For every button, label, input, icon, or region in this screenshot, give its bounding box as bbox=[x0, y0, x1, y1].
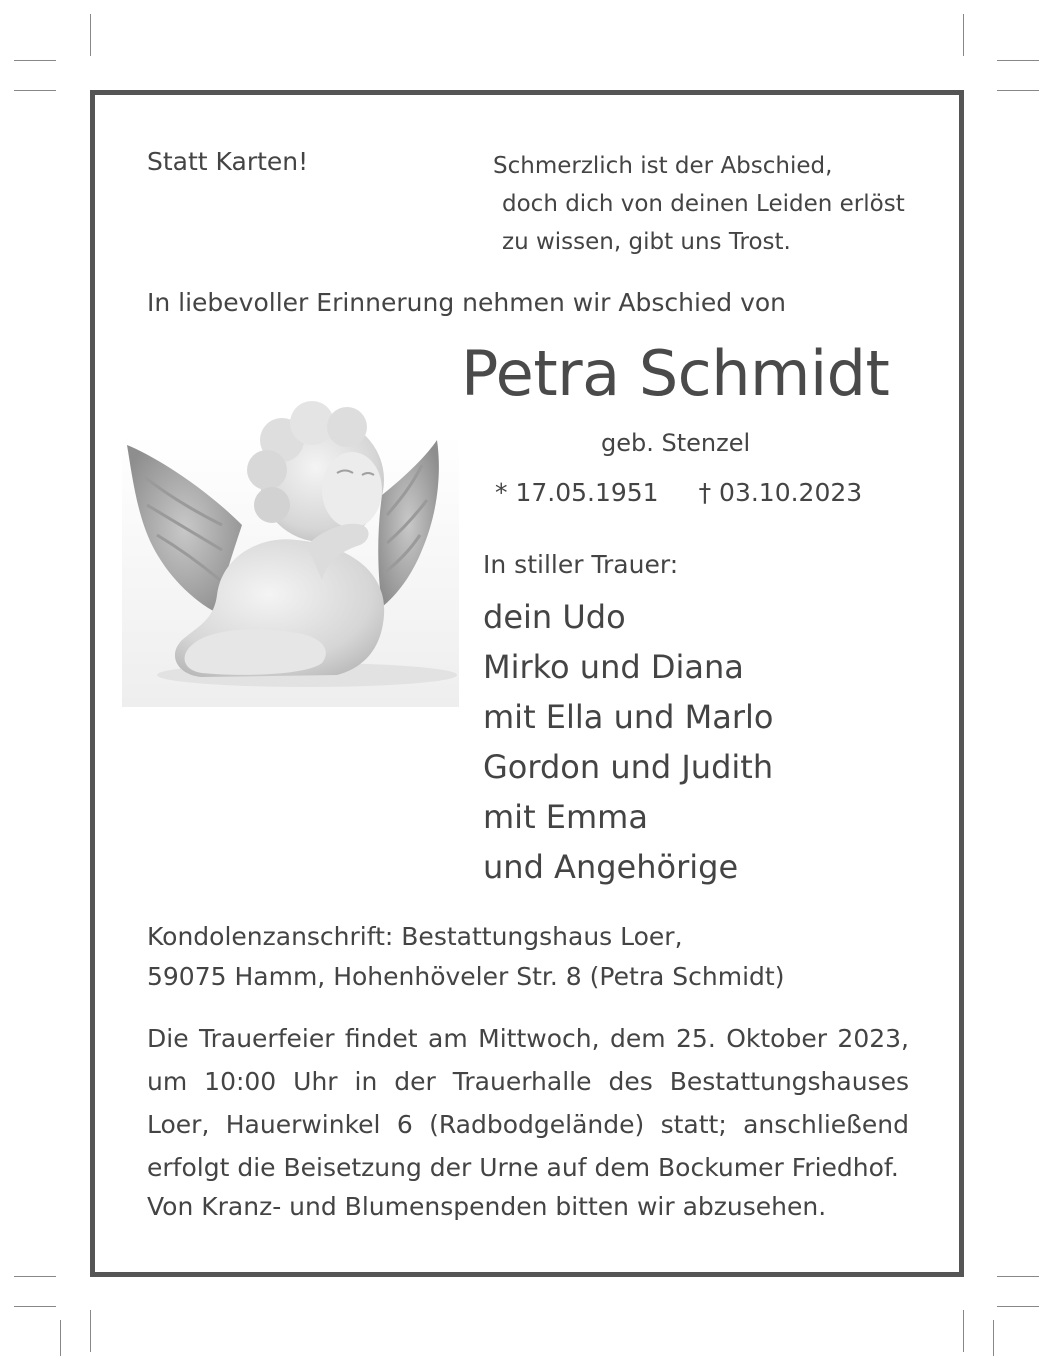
mourners-list bbox=[483, 592, 773, 892]
crop-mark bbox=[997, 60, 1039, 61]
deceased-name: Petra Schmidt bbox=[461, 337, 890, 410]
crop-mark bbox=[14, 1306, 56, 1307]
statt-karten-text: Statt Karten! bbox=[147, 147, 309, 176]
quote-line: zu wissen, gibt uns Trost. bbox=[502, 229, 791, 255]
quote-line: Schmerzlich ist der Abschied, bbox=[493, 153, 833, 179]
condolence-address bbox=[147, 917, 784, 997]
obituary-frame bbox=[90, 90, 964, 1277]
crop-mark bbox=[997, 90, 1039, 91]
death-date: † 03.10.2023 bbox=[698, 478, 863, 507]
mourner-line: Mirko und Diana bbox=[483, 648, 744, 686]
quote-line: doch dich von deinen Leiden erlöst bbox=[502, 191, 905, 217]
intro-text: In liebevoller Erinnerung nehmen wir Abschied von bbox=[147, 288, 787, 317]
closing-note: Von Kranz- und Blumenspenden bitten wir abzusehen. bbox=[147, 1192, 827, 1221]
ceremony-text: Die Trauerfeier findet am Mittwoch, dem 25. Oktober 2023, um 10:00 Uhr in der Trauerhalle des Bestattungshauses Loer, Hauerwinkel 6 (Radbodgelände) statt; anschließend erfolgt die Beisetzung der Urne auf dem Bockumer Friedhof. bbox=[147, 1024, 909, 1182]
crop-mark bbox=[14, 90, 56, 91]
memorial-quote bbox=[493, 147, 905, 261]
crop-mark bbox=[997, 1306, 1039, 1307]
mourners-label: In stiller Trauer: bbox=[483, 550, 679, 579]
crop-mark bbox=[963, 1310, 964, 1352]
mourner-line: Gordon und Judith bbox=[483, 748, 774, 786]
mourner-line: dein Udo bbox=[483, 598, 626, 636]
ceremony-info bbox=[147, 1017, 909, 1189]
crop-mark bbox=[90, 14, 91, 56]
birth-date: * 17.05.1951 bbox=[495, 478, 659, 507]
crop-mark bbox=[60, 1320, 61, 1356]
crop-mark bbox=[14, 1276, 56, 1277]
mourner-line: und Angehörige bbox=[483, 848, 739, 886]
mourner-line: mit Ella und Marlo bbox=[483, 698, 774, 736]
condolence-line: Kondolenzanschrift: Bestattungshaus Loer, bbox=[147, 922, 683, 951]
life-dates bbox=[495, 478, 862, 507]
crop-mark bbox=[90, 1310, 91, 1352]
maiden-name: geb. Stenzel bbox=[601, 429, 751, 457]
crop-mark bbox=[963, 14, 964, 56]
crop-mark bbox=[993, 1320, 994, 1356]
mourner-line: mit Emma bbox=[483, 798, 648, 836]
condolence-line: 59075 Hamm, Hohenhöveler Str. 8 (Petra Schmidt) bbox=[147, 962, 785, 991]
crop-mark bbox=[997, 1276, 1039, 1277]
angel-figurine-icon bbox=[122, 345, 459, 707]
crop-mark bbox=[14, 60, 56, 61]
